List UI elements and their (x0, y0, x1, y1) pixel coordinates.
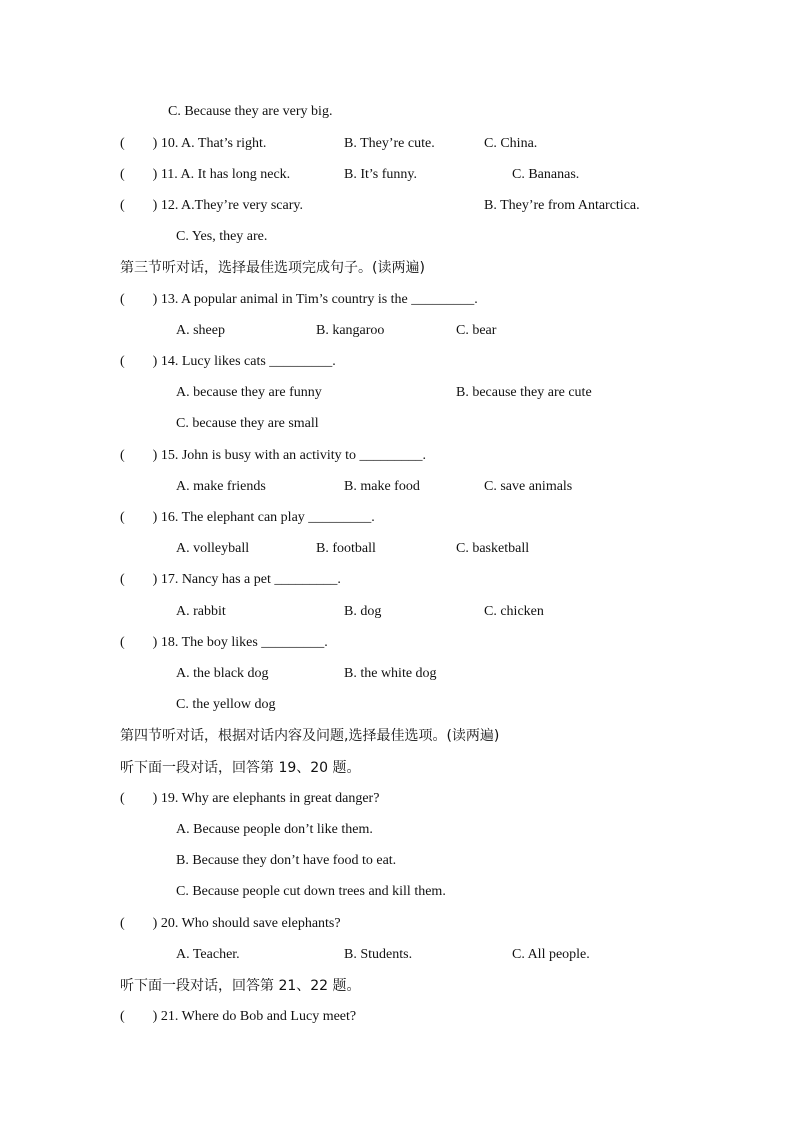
q20-option-c: C. All people. (512, 947, 590, 962)
q18-option-a: A. the black dog (176, 666, 269, 681)
q18-option-b: B. the white dog (344, 666, 437, 681)
q10-stem: ( ) 10. A. That’s right. (120, 136, 267, 151)
q14-option-b: B. because they are cute (456, 385, 592, 400)
section-4-heading: 第四节听对话，根据对话内容及问题,选择最佳选项。(读两遍) (120, 728, 500, 744)
q9-option-c: C. Because they are very big. (168, 104, 333, 119)
q17-option-a: A. rabbit (176, 604, 226, 619)
q19-option-a: A. Because people don’t like them. (176, 822, 373, 837)
q16-option-a: A. volleyball (176, 541, 250, 556)
q16-option-b: B. football (316, 541, 376, 556)
section-3-heading: 第三节听对话，选择最佳选项完成句子。(读两遍) (120, 260, 425, 276)
q10-option-b: B. They’re cute. (344, 136, 435, 151)
q21-stem: ( ) 21. Where do Bob and Lucy meet? (120, 1009, 357, 1024)
q12-stem: ( ) 12. A.They’re very scary. (120, 198, 303, 213)
q20-option-a: A. Teacher. (176, 947, 240, 962)
q13-stem: ( ) 13. A popular animal in Tim’s country is the _________. (120, 292, 478, 307)
q17-option-c: C. chicken (484, 604, 544, 619)
q15-stem: ( ) 15. John is busy with an activity to _________. (120, 448, 427, 463)
q19-option-b: B. Because they don’t have food to eat. (176, 853, 397, 868)
q13-option-b: B. kangaroo (316, 323, 385, 338)
q13-option-c: C. bear (456, 323, 497, 338)
q19-stem: ( ) 19. Why are elephants in great danger? (120, 791, 380, 806)
dialogue-1-instruction: 听下面一段对话，回答第 19、20 题。 (120, 760, 361, 776)
q11-option-c: C. Bananas. (512, 167, 580, 182)
q18-option-c: C. the yellow dog (176, 697, 276, 712)
q14-option-a: A. because they are funny (176, 385, 322, 400)
q14-option-c: C. because they are small (176, 416, 319, 431)
q11-option-b: B. It’s funny. (344, 167, 417, 182)
q15-option-a: A. make friends (176, 479, 266, 494)
q16-stem: ( ) 16. The elephant can play _________. (120, 510, 375, 525)
q12-option-b: B. They’re from Antarctica. (484, 198, 640, 213)
q15-option-b: B. make food (344, 479, 420, 494)
q15-option-c: C. save animals (484, 479, 573, 494)
q11-stem: ( ) 11. A. It has long neck. (120, 167, 291, 182)
dialogue-2-instruction: 听下面一段对话，回答第 21、22 题。 (120, 978, 361, 994)
q12-option-c: C. Yes, they are. (176, 229, 268, 244)
q20-option-b: B. Students. (344, 947, 413, 962)
q10-option-c: C. China. (484, 136, 538, 151)
q13-option-a: A. sheep (176, 323, 225, 338)
q20-stem: ( ) 20. Who should save elephants? (120, 916, 341, 931)
q17-option-b: B. dog (344, 604, 382, 619)
q18-stem: ( ) 18. The boy likes _________. (120, 635, 328, 650)
q16-option-c: C. basketball (456, 541, 530, 556)
q17-stem: ( ) 17. Nancy has a pet _________. (120, 572, 341, 587)
q19-option-c: C. Because people cut down trees and kill them. (176, 884, 446, 899)
q14-stem: ( ) 14. Lucy likes cats _________. (120, 354, 336, 369)
